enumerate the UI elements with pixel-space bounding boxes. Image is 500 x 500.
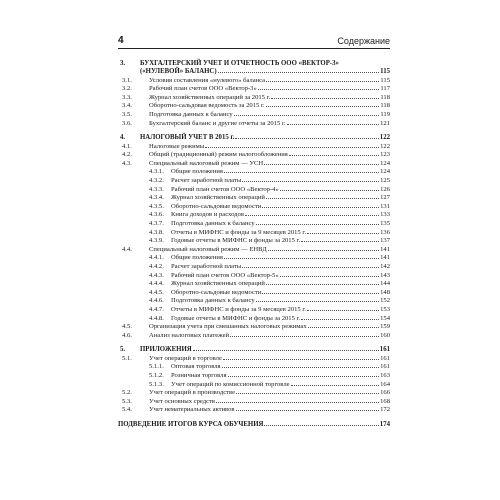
dot-leader bbox=[268, 249, 379, 251]
dot-leader bbox=[236, 392, 379, 394]
dot-leader bbox=[287, 123, 380, 125]
toc-entry-title: Специальный налоговый режим — УСН bbox=[149, 159, 264, 167]
toc-entry-title: Бухгалтерский баланс и другие отчеты за 2015 г. bbox=[149, 119, 286, 127]
toc-entry-number: 5.2. bbox=[122, 389, 132, 397]
table-of-contents bbox=[118, 58, 390, 428]
toc-entry-number: 5.1.1. bbox=[149, 363, 164, 371]
toc-entry[interactable] bbox=[118, 244, 390, 253]
dot-leader bbox=[289, 154, 379, 156]
toc-entry-title: Условия составления «нулевого» баланса bbox=[149, 76, 266, 84]
dot-leader bbox=[193, 349, 379, 351]
toc-entry[interactable] bbox=[118, 370, 390, 379]
toc-entry-title: Налоговые режимы bbox=[149, 142, 205, 150]
toc-entry-page: 126 bbox=[380, 185, 390, 193]
toc-entry-number: 5.4. bbox=[122, 406, 132, 414]
toc-entry-continuation[interactable] bbox=[118, 67, 390, 76]
toc-entry[interactable] bbox=[118, 362, 390, 371]
toc-entry-title: Журнал хозяйственных операций bbox=[171, 194, 265, 202]
toc-entry[interactable] bbox=[118, 379, 390, 388]
toc-entry-page: 115 bbox=[380, 68, 390, 75]
dot-leader bbox=[258, 88, 380, 90]
toc-entry-title-continued: («НУЛЕВОЙ» БАЛАНС) bbox=[140, 68, 217, 75]
toc-entry[interactable] bbox=[118, 210, 390, 219]
toc-entry-title: Отчеты в МИФНС и фонды за 9 месяцев 2015 г. bbox=[171, 228, 306, 236]
toc-entry[interactable] bbox=[118, 419, 390, 428]
dot-leader bbox=[266, 105, 380, 107]
toc-entry[interactable] bbox=[118, 101, 390, 110]
toc-entry-title: Отчеты в МИФНС и фонды за 9 месяцев 2015 г. bbox=[171, 305, 306, 313]
toc-entry-page: 153 bbox=[380, 305, 390, 313]
toc-entry-number: 5.1.3. bbox=[149, 380, 164, 388]
toc-entry[interactable] bbox=[118, 118, 390, 127]
toc-entry-number: 4. bbox=[120, 134, 126, 142]
toc-entry-number: 4.3.4. bbox=[149, 194, 164, 202]
dot-leader bbox=[224, 171, 379, 173]
dot-leader bbox=[256, 300, 379, 302]
toc-entry[interactable] bbox=[118, 296, 390, 305]
toc-entry-number: 4.4.2. bbox=[149, 262, 164, 270]
toc-entry-number: 4.3.2. bbox=[149, 177, 164, 185]
toc-entry-title: Оптовая торговля bbox=[171, 363, 221, 371]
toc-entry-number: 4.4.8. bbox=[149, 314, 164, 322]
toc-entry-page: 164 bbox=[380, 380, 390, 388]
toc-entry-title: Расчет заработной платы bbox=[171, 262, 242, 270]
toc-entry-page: 121 bbox=[380, 119, 390, 127]
toc-entry-title: Общий (традиционный) режим налогообложения bbox=[149, 151, 288, 159]
toc-entry[interactable] bbox=[118, 388, 390, 397]
dot-leader bbox=[266, 283, 379, 285]
toc-entry-title: Общие положения bbox=[171, 254, 223, 262]
toc-entry-title: Розничная торговля bbox=[171, 372, 227, 379]
dot-leader bbox=[222, 366, 380, 368]
toc-entry-title: Учет операций по комиссионной торговле bbox=[171, 380, 290, 388]
toc-entry[interactable] bbox=[118, 175, 390, 184]
toc-entry[interactable] bbox=[118, 330, 390, 339]
toc-entry-page: 161 bbox=[379, 346, 390, 354]
toc-entry-title: Рабочий план счетов ООО «Вектор-5» bbox=[171, 271, 279, 279]
toc-entry-page: 141 bbox=[380, 245, 390, 253]
toc-entry-number: 4.4.3. bbox=[149, 271, 164, 279]
dot-leader bbox=[301, 318, 379, 320]
toc-entry-page: 122 bbox=[380, 142, 390, 150]
toc-entry-number: 3.2. bbox=[122, 85, 132, 93]
toc-entry-number: 3.3. bbox=[122, 93, 132, 101]
toc-entry-number: 4.3.9. bbox=[149, 237, 164, 245]
toc-entry-title: Годовые отчеты в МИФНС и фонды за 2015 г. bbox=[171, 314, 301, 322]
toc-entry-title: ПРИЛОЖЕНИЯ bbox=[140, 346, 192, 354]
toc-entry-title: Годовые отчеты в МИФНС и фонды за 2015 г. bbox=[171, 237, 301, 245]
toc-entry-number: 4.3.7. bbox=[149, 220, 164, 227]
toc-entry-page: 118 bbox=[380, 102, 390, 110]
toc-entry-title: Общие положения bbox=[171, 168, 223, 176]
toc-entry-page: 152 bbox=[380, 297, 390, 305]
toc-entry-page: 161 bbox=[380, 363, 390, 371]
toc-entry-title: НАЛОГОВЫЙ УЧЕТ В 2015 г. bbox=[140, 134, 235, 142]
toc-entry-page: 148 bbox=[380, 288, 390, 296]
toc-entry-title: Расчет заработной платы bbox=[171, 177, 242, 185]
toc-entry-page: 115 bbox=[380, 76, 390, 84]
dot-leader bbox=[291, 384, 380, 386]
dot-leader bbox=[256, 223, 379, 225]
toc-entry-number: 4.3.5. bbox=[149, 202, 164, 210]
dot-leader bbox=[280, 189, 379, 191]
toc-entry-title: Специальный налоговый режим — ЕНВД bbox=[149, 245, 267, 253]
toc-entry[interactable] bbox=[118, 75, 390, 84]
toc-entry[interactable] bbox=[118, 141, 390, 150]
toc-entry-title: БУХГАЛТЕРСКИЙ УЧЕТ И ОТЧЕТНОСТЬ ООО «ВЕКТОР-3» bbox=[140, 59, 339, 67]
dot-leader bbox=[301, 240, 379, 242]
toc-entry-title: Анализ налоговых платежей bbox=[149, 331, 230, 339]
toc-entry-page: 161 bbox=[380, 354, 390, 362]
toc-entry-title: Оборотно-сальдовые ведомости bbox=[171, 288, 262, 296]
dot-leader bbox=[307, 309, 379, 311]
toc-entry-number: 5. bbox=[120, 346, 126, 354]
toc-entry-title: Подготовка данных к балансу bbox=[171, 297, 255, 305]
toc-entry-page: 124 bbox=[380, 159, 390, 167]
toc-entry-number: 4.3.1. bbox=[149, 168, 164, 176]
toc-entry-title: Рабочий план счетов ООО «Вектор-4» bbox=[171, 185, 279, 193]
toc-entry[interactable] bbox=[118, 304, 390, 313]
toc-entry-number: 4.5. bbox=[122, 323, 132, 331]
toc-entry-page: 142 bbox=[380, 262, 390, 270]
toc-entry[interactable] bbox=[118, 227, 390, 236]
toc-entry-page: 133 bbox=[380, 211, 390, 219]
toc-entry-title: Учет операций в торговле bbox=[149, 354, 222, 362]
page-number: 4 bbox=[118, 35, 124, 46]
toc-entry-number: 5.1.2. bbox=[149, 372, 164, 379]
toc-entry-page: 119 bbox=[380, 110, 390, 118]
dot-leader bbox=[234, 114, 380, 116]
toc-entry[interactable] bbox=[118, 345, 390, 354]
toc-entry[interactable] bbox=[118, 218, 390, 227]
toc-entry-number: 3.4. bbox=[122, 102, 132, 110]
toc-entry[interactable] bbox=[118, 236, 390, 245]
toc-entry-page: 168 bbox=[380, 397, 390, 405]
toc-entry[interactable] bbox=[118, 201, 390, 210]
toc-entry-page: 122 bbox=[379, 134, 390, 142]
toc-entry-title: Оборотно-сальдовые ведомости bbox=[171, 202, 262, 210]
dot-leader bbox=[242, 266, 379, 268]
toc-entry[interactable] bbox=[118, 158, 390, 167]
toc-entry-title: Учет нематериальных активов bbox=[149, 406, 235, 414]
toc-entry[interactable] bbox=[118, 322, 390, 331]
dot-leader bbox=[280, 275, 379, 277]
toc-entry-title: Оборотно-сальдовая ведомость за 2015 г. bbox=[149, 102, 265, 110]
toc-entry-page: 144 bbox=[380, 280, 390, 288]
toc-entry[interactable] bbox=[118, 396, 390, 405]
toc-entry[interactable] bbox=[118, 167, 390, 176]
toc-entry-number: 3.1. bbox=[122, 76, 132, 84]
toc-entry-page: 118 bbox=[380, 93, 390, 101]
dot-leader bbox=[245, 214, 379, 216]
toc-entry-number: 3.5. bbox=[122, 110, 132, 118]
toc-entry-number: 3. bbox=[120, 59, 126, 67]
toc-entry[interactable] bbox=[118, 405, 390, 414]
dot-leader bbox=[235, 137, 378, 139]
running-header bbox=[118, 35, 390, 47]
toc-entry-number: 4.3. bbox=[122, 159, 132, 167]
toc-entry-page: 141 bbox=[380, 254, 390, 262]
toc-entry[interactable] bbox=[118, 92, 390, 101]
toc-entry-number: 3.6. bbox=[122, 119, 132, 127]
toc-entry[interactable] bbox=[118, 109, 390, 118]
toc-entry-page: 137 bbox=[380, 237, 390, 245]
toc-entry-page: 160 bbox=[380, 331, 390, 339]
dot-leader bbox=[236, 409, 380, 411]
dot-leader bbox=[271, 97, 379, 99]
toc-entry[interactable] bbox=[118, 58, 390, 67]
dot-leader bbox=[262, 292, 379, 294]
dot-leader bbox=[230, 335, 379, 337]
toc-entry[interactable] bbox=[118, 133, 390, 142]
toc-entry-number: 4.4.6. bbox=[149, 297, 164, 305]
toc-entry[interactable] bbox=[118, 193, 390, 202]
toc-entry-number: 5.3. bbox=[122, 397, 132, 405]
dot-leader bbox=[266, 80, 379, 82]
toc-entry-number: 4.3.8. bbox=[149, 228, 164, 236]
toc-entry-page: 136 bbox=[380, 228, 390, 236]
toc-entry-page: 127 bbox=[380, 194, 390, 202]
dot-leader bbox=[205, 146, 379, 148]
toc-entry-title: Подготовка данных к балансу bbox=[171, 220, 255, 227]
dot-leader bbox=[264, 163, 379, 165]
toc-entry-title: Журнал хозяйственных операций за 2015 г. bbox=[149, 93, 271, 101]
dot-leader bbox=[264, 424, 378, 426]
toc-entry[interactable] bbox=[118, 270, 390, 279]
toc-entry-number: 4.3.6. bbox=[149, 211, 164, 219]
toc-entry-number: 4.2. bbox=[122, 151, 132, 159]
toc-entry-title: Организация учета при смешанных налоговых режимах bbox=[149, 323, 307, 331]
toc-entry-page: 125 bbox=[380, 177, 390, 185]
toc-entry[interactable] bbox=[118, 184, 390, 193]
toc-entry-number: 4.1. bbox=[122, 142, 132, 150]
toc-entry-page: 124 bbox=[380, 168, 390, 176]
dot-leader bbox=[216, 401, 379, 403]
toc-entry-title: Рабочий план счетов ООО «Вектор-3» bbox=[149, 85, 257, 93]
toc-entry[interactable] bbox=[118, 84, 390, 93]
toc-entry-page: 172 bbox=[380, 406, 390, 414]
toc-entry-page: 159 bbox=[380, 323, 390, 331]
toc-entry-page: 163 bbox=[380, 372, 390, 379]
toc-entry-number: 4.3.3. bbox=[149, 185, 164, 193]
toc-entry-page: 143 bbox=[380, 271, 390, 279]
toc-entry[interactable] bbox=[118, 261, 390, 270]
toc-entry-number: 4.6. bbox=[122, 331, 132, 339]
toc-entry[interactable] bbox=[118, 313, 390, 322]
toc-entry-number: 4.4.5. bbox=[149, 288, 164, 296]
toc-entry-page: 174 bbox=[379, 420, 390, 428]
toc-entry-number: 4.4.4. bbox=[149, 280, 164, 288]
header-rule bbox=[118, 48, 390, 49]
toc-entry-page: 131 bbox=[380, 202, 390, 210]
header-title: Содержание bbox=[337, 36, 390, 46]
toc-entry[interactable] bbox=[118, 287, 390, 296]
toc-entry[interactable] bbox=[118, 253, 390, 262]
toc-entry-title: ПОДВЕДЕНИЕ ИТОГОВ КУРСА ОБУЧЕНИЯ bbox=[118, 420, 264, 428]
toc-entry-page: 117 bbox=[380, 85, 390, 93]
dot-leader bbox=[228, 375, 380, 377]
toc-entry-number: 4.4.1. bbox=[149, 254, 164, 262]
dot-leader bbox=[262, 206, 379, 208]
dot-leader bbox=[242, 180, 379, 182]
toc-entry-title: Учет основных средств bbox=[149, 397, 216, 405]
toc-entry-title: Учет операций в производстве bbox=[149, 389, 236, 397]
toc-entry[interactable] bbox=[118, 279, 390, 288]
dot-leader bbox=[218, 71, 380, 73]
toc-entry[interactable] bbox=[118, 150, 390, 159]
toc-entry-page: 166 bbox=[380, 389, 390, 397]
dot-leader bbox=[307, 232, 379, 234]
toc-entry-number: 4.4.7. bbox=[149, 305, 164, 313]
toc-entry-page: 154 bbox=[380, 314, 390, 322]
dot-leader bbox=[224, 257, 379, 259]
toc-entry-title: Журнал хозяйственных операций bbox=[171, 280, 265, 288]
toc-entry-title: Книга доходов и расходов bbox=[171, 211, 244, 219]
toc-entry-page: 123 bbox=[380, 151, 390, 159]
dot-leader bbox=[223, 358, 379, 360]
toc-entry[interactable] bbox=[118, 353, 390, 362]
toc-entry-number: 5.1. bbox=[122, 354, 132, 362]
dot-leader bbox=[308, 326, 379, 328]
dot-leader bbox=[266, 197, 379, 199]
toc-entry-title: Подготовка данных к балансу bbox=[149, 110, 233, 118]
toc-entry-page: 135 bbox=[380, 220, 390, 227]
toc-entry-number: 4.4. bbox=[122, 245, 132, 253]
